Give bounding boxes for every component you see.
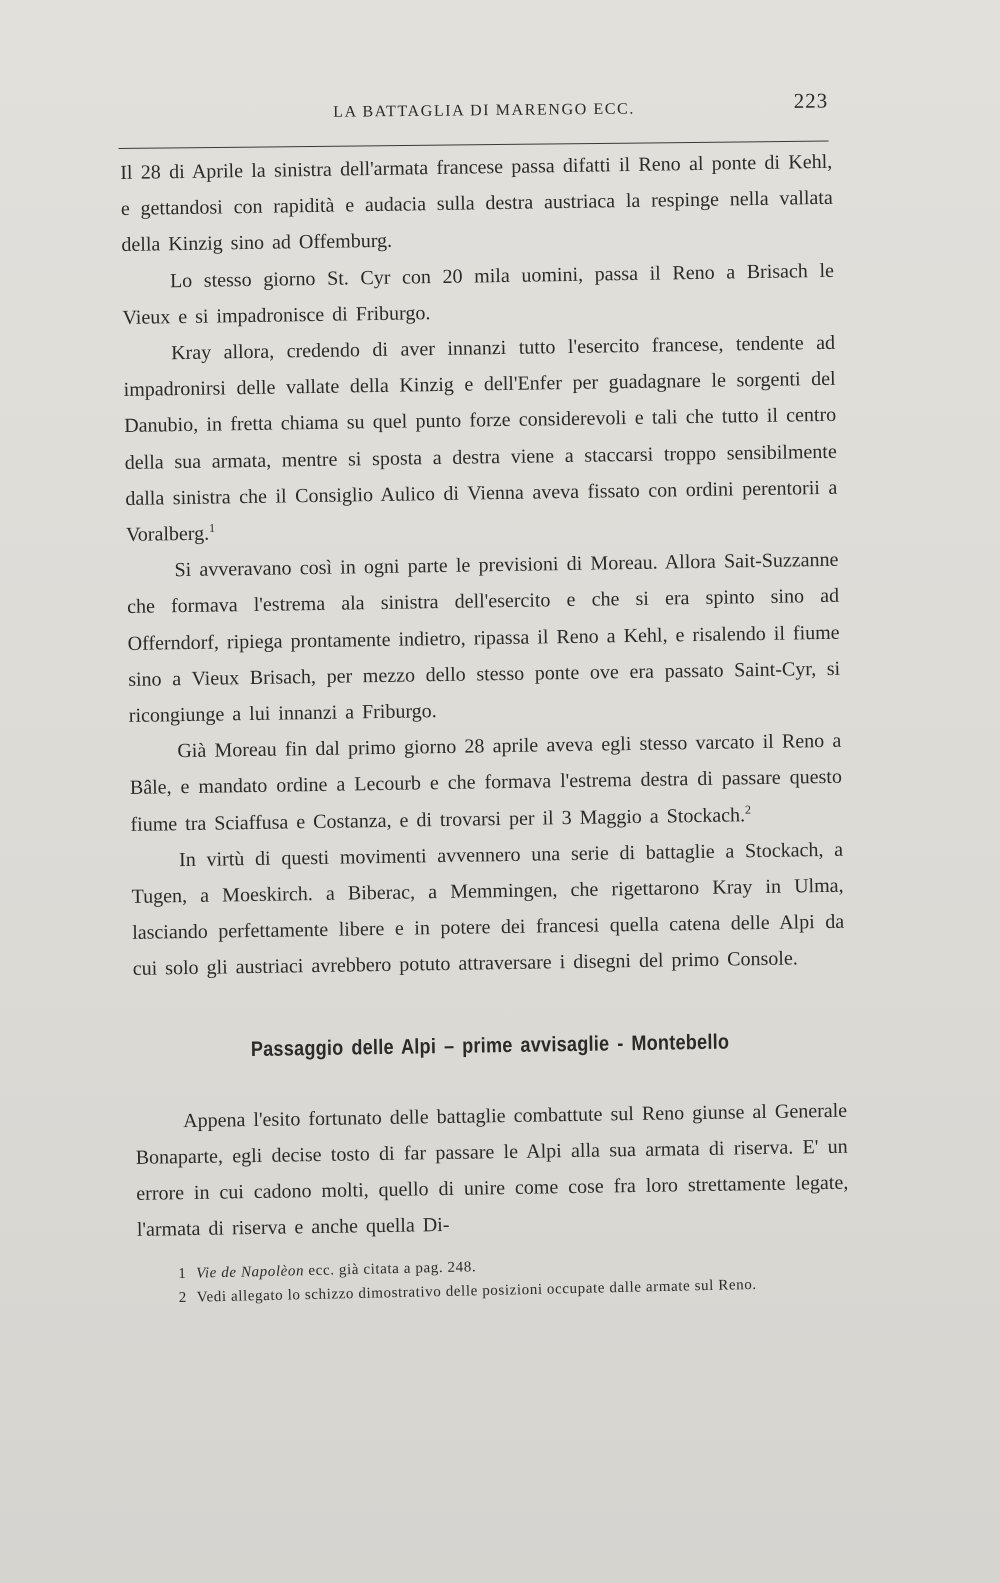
- footnote-number: 1: [178, 1265, 187, 1282]
- footnote-ref: 1: [208, 520, 216, 536]
- paragraph: Kray allora, credendo di aver innanzi tutto l'esercito francese, tendente ad impadronirsi delle vallate della Kinzig e dell'Enfer per guadagnare le sorgenti del Danubio, in fretta chiama su quel punto forze considerevoli e tali che tutto il centro della sua armata, mentre si sposta a destra viene a staccarsi troppo sensibilmente dalla sinistra che il Consiglio Aulico di Vienna aveva fissato con ordini perentorii a Voralberg.$^1$: [123, 331, 838, 546]
- footnotes: [178, 1246, 869, 1310]
- footnote-title: Vie de Napolèon: [196, 1263, 305, 1282]
- body-text: [120, 144, 849, 1249]
- paragraph: In virtù di questi movimenti avvennero una serie di battaglie a Stockach, a Tugen, a Moeskirch. a Biberac, a Memmingen, che rigettarono Kray in Ulma, lasciando perfettamente libere e in potere dei francesi quella catena delle Alpi da cui solo gli austriaci avrebbero potuto attraversare i disegni del primo Console.: [131, 838, 845, 981]
- section-title: Passaggio delle Alpi – prime avvisaglie - Montebello: [250, 1030, 730, 1061]
- footnote-text: ecc. già citata a pag. 248.: [303, 1259, 477, 1280]
- footnote-text: Vedi allegato lo schizzo dimostrativo delle posizioni occupate dalle armate sul Reno.: [196, 1276, 757, 1306]
- paragraph: Già Moreau fin dal primo giorno 28 aprile aveva egli stesso varcato il Reno a Bâle, e mandato ordine a Lecourb e che formava l'estrema destra di passare questo fiume tra Sciaffusa e Costanza, e di trovarsi per il 3 Maggio a Stockach.$^2$: [129, 729, 843, 836]
- paragraph: Si avveravano così in ogni parte le previsioni di Moreau. Allora Sait-Suzzanne che formava l'estrema ala sinistra dell'esercito e che si era spinto sino ad Offerndorf, ripiega prontamente indietro, ripassa il Reno a Kehl, e risalendo il fiume sino a Vieux Brisach, per mezzo dello stesso ponte ove era passato Saint-Cyr, si ricongiunge a lui innanzi a Friburgo.: [126, 549, 841, 727]
- running-title: LA BATTAGLIA DI MARENGO ECC.: [333, 100, 636, 121]
- footnote-number: 2: [178, 1289, 188, 1306]
- page-number: 223: [793, 88, 829, 113]
- paragraph: Lo stesso giorno St. Cyr con 20 mila uomini, passa il Reno a Brisach le Vieux e si impadronisce di Friburgo.: [122, 259, 835, 329]
- paragraph: Il 28 di Aprile la sinistra dell'armata francese passa difatti il Reno al ponte di Kehl, e gettandosi con rapidità e audacia sulla destra austriaca la respinge nella vallata della Kinzig sino ad Offemburg.: [120, 150, 833, 257]
- footnote-ref: 2: [744, 802, 752, 817]
- paragraph: Appena l'esito fortunato delle battaglie combattute sul Reno giunse al Generale Bonaparte, egli decise tosto di far passare le Alpi alla sua armata di riserva. E' un errore in cui cadono molti, quello di unire come cose fra loro strettamente legate, l'armata di riserva e anche quella Di-: [135, 1099, 849, 1242]
- page-header: [118, 85, 828, 132]
